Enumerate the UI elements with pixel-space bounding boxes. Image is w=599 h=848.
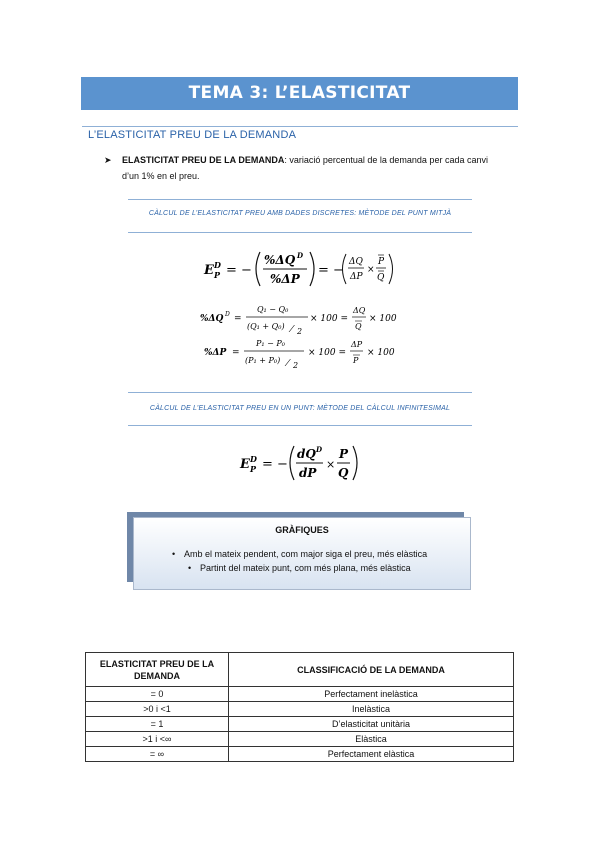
svg-text:dQ: dQ [297,447,316,461]
table-cell: Perfectament elàstica [229,747,514,762]
bullet-icon: • [188,563,192,573]
table-cell: Perfectament inelàstica [229,687,514,702]
bullet-icon: • [172,549,176,559]
svg-text:P: P [214,270,221,280]
svg-text:ΔQ: ΔQ [349,257,363,267]
table-cell: = 1 [86,717,229,732]
svg-text:2: 2 [297,327,303,336]
svg-text:P: P [353,356,359,365]
svg-text:%ΔP: %ΔP [204,348,227,358]
svg-text:× 100: × 100 [367,348,395,358]
svg-text:× 100: × 100 [369,314,397,324]
graphs-box [133,517,471,590]
svg-text:⁄: ⁄ [291,325,293,335]
graphs-title: GRÀFIQUES [275,525,329,535]
svg-text:Q: Q [338,466,349,480]
svg-text:(P₁ + P₀): (P₁ + P₀) [245,356,281,365]
graphs-item [188,563,411,573]
svg-text:%ΔQ: %ΔQ [200,314,224,324]
table-cell: >1 i <∞ [86,732,229,747]
table-row [86,732,514,747]
svg-text:D: D [250,454,257,464]
svg-text:%ΔP: %ΔP [270,272,300,286]
svg-text:%ΔQ: %ΔQ [264,253,296,267]
table-cell: = ∞ [86,747,229,762]
elasticity-formula [200,246,400,296]
table-cell: >0 i <1 [86,702,229,717]
divider [128,232,472,233]
svg-text:⁄: ⁄ [287,359,289,369]
svg-text:E: E [204,263,214,278]
percent-change-price-formula [204,336,404,374]
divider [128,425,472,426]
svg-text:×: × [326,458,336,471]
svg-text:dP: dP [299,466,317,480]
svg-text:P₁ − P₀: P₁ − P₀ [256,339,285,348]
svg-text:2: 2 [293,361,299,370]
table-cell: D’elasticitat unitària [229,717,514,732]
svg-text:D: D [214,260,221,270]
svg-text:=: = [232,348,240,358]
classification-table [85,652,514,762]
svg-text:×: × [367,265,375,275]
svg-text:P: P [339,447,349,461]
svg-text:=: = [234,314,242,324]
table-cell: Inelàstica [229,702,514,717]
section-divider [82,126,518,127]
table-row [86,702,514,717]
arrow-bullet-icon: ➤ [104,155,112,165]
table-row [86,687,514,702]
svg-text:× 100 =: × 100 = [308,348,346,358]
graphs-item [172,549,428,559]
page-title: TEMA 3: L’ELASTICITAT [81,77,518,110]
definition-term: ELASTICITAT PREU DE LA DEMANDA [122,155,285,165]
subheading-infinitesimal-method: CÀLCUL DE L’ELASTICITAT PREU EN UN PUNT: MÈTODE DEL CÀLCUL INFINITESIMAL [149,405,451,412]
svg-text:P: P [378,257,385,267]
table-row [86,747,514,762]
table-cell: Elàstica [229,732,514,747]
definition-text [122,152,504,184]
table-header-cell: CLASSIFICACIÓ DE LA DEMANDA [229,653,514,687]
svg-text:(Q₁ + Q₀): (Q₁ + Q₀) [247,322,285,331]
svg-text:ΔP: ΔP [351,340,363,349]
graphs-item-text: Partint del mateix punt, com més plana, més elàstica [200,563,411,573]
svg-text:Q: Q [355,322,362,331]
svg-text:D: D [316,445,323,454]
graphs-item-text: Amb el mateix pendent, com major siga el preu, més elàstica [184,549,428,559]
svg-text:Q: Q [377,273,385,283]
svg-text:= −: = − [262,457,288,472]
svg-text:P: P [250,464,257,474]
table-cell: = 0 [86,687,229,702]
svg-text:D: D [225,311,230,318]
svg-text:ΔQ: ΔQ [353,306,366,315]
definition-body: : variació percentual de la demanda per cada canvi d’un 1% en el preu. [122,155,488,181]
point-elasticity-formula [236,440,366,490]
section-heading: L’ELASTICITAT PREU DE LA DEMANDA [88,129,297,141]
subheading-midpoint-method: CÀLCUL DE L’ELASTICITAT PREU AMB DADES DISCRETES: MÈTODE DEL PUNT MITJÀ [148,210,452,217]
table-row [86,717,514,732]
svg-text:E: E [240,457,250,472]
table-header-cell: ELASTICITAT PREU DE LA DEMANDA [86,653,229,687]
definition-bullet [104,152,504,184]
percent-change-quantity-formula [200,302,405,340]
divider [128,199,472,200]
svg-text:Q₁ − Q₀: Q₁ − Q₀ [257,305,289,314]
table-header-row [86,653,514,687]
svg-text:× 100 =: × 100 = [310,314,348,324]
svg-text:= −: = − [226,263,252,278]
svg-text:ΔP: ΔP [350,272,363,282]
svg-text:= −: = − [318,263,344,278]
divider [128,392,472,393]
svg-text:D: D [297,251,304,260]
